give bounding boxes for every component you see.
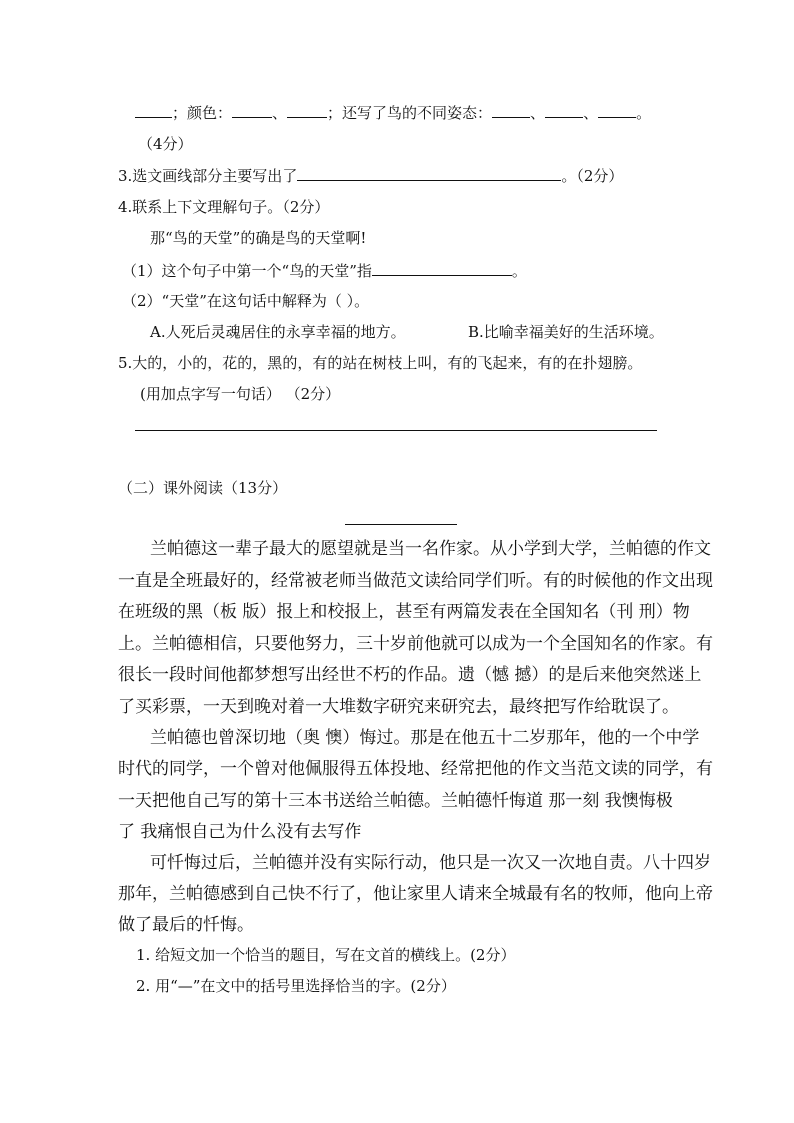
question-3	[118, 165, 623, 186]
answer-line[interactable]	[135, 430, 657, 431]
question-4: 4.联系上下文理解句子。（2分）	[118, 198, 330, 216]
period: 。	[511, 262, 527, 280]
paragraph-line: 可忏悔过后，兰帕德并没有实际行动，他只是一次又一次地自责。八十四岁	[150, 853, 711, 873]
reading-question-2: 2. 用“—”在文中的括号里选择恰当的字。(2分）	[136, 977, 456, 995]
question-4-sub2: （2）“天堂”在这句话中解释为（ ）。	[122, 292, 370, 310]
answer-blank[interactable]	[287, 102, 327, 118]
paragraph-line: 了 我痛恨自己为什么没有去写作	[118, 822, 362, 842]
answer-blank[interactable]	[545, 102, 583, 118]
paragraph-line: 了买彩票，一天到晚对着一大堆数字研究来研究去，最终把写作给耽误了。	[118, 697, 679, 717]
separator: 、	[583, 104, 599, 122]
period: 。	[636, 104, 652, 122]
paragraph-line: 兰帕德这一辈子最大的愿望就是当一名作家。从小学到大学，兰帕德的作文	[150, 539, 711, 559]
q2-answer-line	[135, 102, 651, 123]
option-a[interactable]: A.人死后灵魂居住的永享幸福的地方。	[150, 323, 406, 341]
label-color: ；颜色：	[172, 104, 233, 122]
answer-blank[interactable]	[135, 102, 172, 118]
option-b[interactable]: B.比喻幸福美好的生活环境。	[468, 323, 664, 341]
paragraph-line: 一直是全班最好的，经常被老师当做范文读给同学们听。有的时候他的作文出现	[118, 571, 713, 591]
paragraph-line: 兰帕德也曾深切地（奥 懊）悔过。那是在他五十二岁那年，他的一个中学	[150, 728, 700, 748]
paragraph-line: 上。兰帕德相信，只要他努力，三十岁前他就可以成为一个全国知名的作家。有	[118, 634, 713, 654]
paragraph-line: 那年，兰帕德感到自己快不行了，他让家里人请来全城最有名的牧师，他向上帝	[118, 884, 713, 904]
question-5-note: (用加点字写一句话） （2分）	[140, 385, 341, 403]
answer-blank[interactable]	[232, 102, 272, 118]
question-5: 5.大的，小的，花的，黑的，有的站在树枝上叫，有的飞起来，有的在扑翅膀。	[118, 354, 643, 372]
answer-blank[interactable]	[372, 260, 512, 276]
question-3-score: 。（2分）	[561, 167, 624, 185]
answer-blank[interactable]	[492, 102, 530, 118]
question-4-sub1	[122, 260, 527, 281]
sub1-text: （1）这个句子中第一个“鸟的天堂”指	[122, 262, 372, 280]
title-blank[interactable]	[345, 524, 457, 525]
question-3-text: 3.选文画线部分主要写出了	[118, 167, 298, 185]
label-posture: ；还写了鸟的不同姿态：	[327, 104, 493, 122]
paragraph-line: 很长一段时间他都梦想写出经世不朽的作品。遗（憾 撼）的是后来他突然迷上	[118, 665, 702, 685]
answer-blank[interactable]	[297, 165, 561, 181]
paragraph-line: 时代的同学，一个曾对他佩服得五体投地、经常把他的作文当范文读的同学，有	[118, 759, 713, 779]
paragraph-line: 做了最后的忏悔。	[118, 915, 254, 935]
separator: 、	[272, 104, 288, 122]
quote-sentence: 那“鸟的天堂”的确是鸟的天堂啊!	[150, 229, 367, 247]
paragraph-line: 一天把他自己写的第十三本书送给兰帕德。兰帕德忏悔道 那一刻 我懊悔极	[118, 791, 673, 811]
paragraph-line: 在班级的黑（板 版）报上和校报上，甚至有两篇发表在全国知名（刊 刑）物	[118, 602, 690, 622]
answer-blank[interactable]	[598, 102, 636, 118]
separator: 、	[530, 104, 546, 122]
reading-question-1: 1. 给短文加一个恰当的题目，写在文首的横线上。(2分）	[136, 946, 516, 964]
score-label: （4分）	[138, 135, 193, 153]
section-heading: （二）课外阅读（13分）	[118, 479, 288, 497]
